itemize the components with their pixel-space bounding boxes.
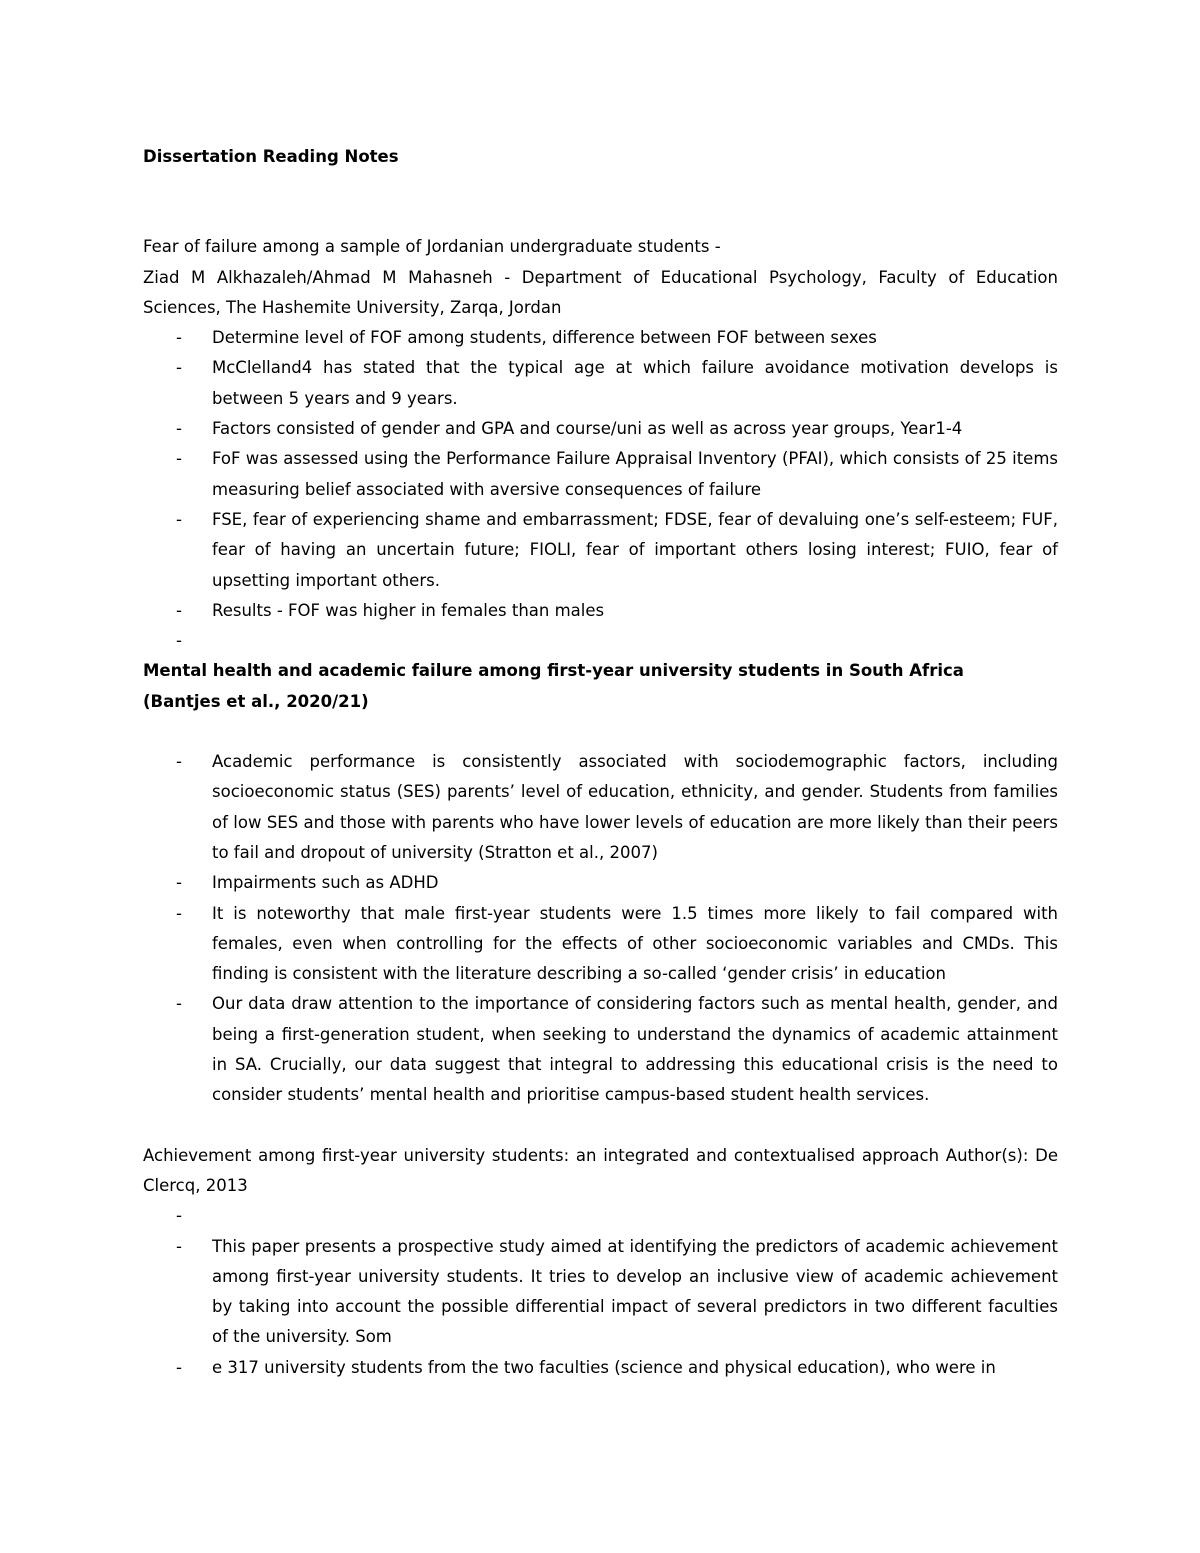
dash-marker: - (176, 328, 182, 348)
list-item: - Our data draw attention to the importance of considering factors such as mental health, gender, and being a first-generation student, when seeking to understand the dynamics of academic attainment in SA. Crucially, our data suggest that integral to addressing this educational crisis is the need to consider students’ mental health and prioritise campus-based student health services. (143, 989, 1058, 1110)
dash-marker: - (176, 631, 182, 651)
dash-marker: - (176, 358, 182, 378)
list-item: - Academic performance is consistently associated with sociodemographic factors, including socioeconomic status (SES) parents’ level of education, ethnicity, and gender. Students from families of low SES and those with parents who have lower levels of education are more likely than their peers to fail and dropout of university (Stratton et al., 2007) (143, 747, 1058, 868)
list-item: - FoF was assessed using the Performance Failure Appraisal Inventory (PFAI), which consists of 25 items measuring belief associated with aversive consequences of failure (143, 444, 1058, 505)
list-item: - FSE, fear of experiencing shame and embarrassment; FDSE, fear of devaluing one’s self-esteem; FUF, fear of having an uncertain future; FIOLI, fear of important others losing interest; FUIO, fear of upsetting important others. (143, 505, 1058, 596)
section1-authors: Ziad M Alkhazaleh/Ahmad M Mahasneh - Department of Educational Psychology, Faculty of Education Sciences, The Hashemite University, Zarqa, Jordan (143, 267, 1058, 317)
list-item: - This paper presents a prospective study aimed at identifying the predictors of academic achievement among first-year university students. It tries to develop an inclusive view of academic achievement by taking into account the possible differential impact of several predictors in two different faculties of the university. Som (143, 1232, 1058, 1353)
dash-marker: - (176, 1236, 182, 1256)
list-item: - e 317 university students from the two faculties (science and physical education), who were in (143, 1353, 1058, 1383)
document-title: Dissertation Reading Notes (143, 147, 399, 166)
section1-heading: Fear of failure among a sample of Jordanian undergraduate students - (143, 237, 721, 257)
dash-marker: - (176, 752, 182, 772)
dash-marker: - (176, 419, 182, 439)
dash-marker: - (176, 449, 182, 469)
section2-citation: (Bantjes et al., 2020/21) (143, 691, 369, 711)
dash-marker: - (176, 509, 182, 529)
dash-marker: - (176, 873, 182, 893)
list-item: - It is noteworthy that male first-year students were 1.5 times more likely to fail compared with females, even when controlling for the effects of other socioeconomic variables and CMDs. This finding is consistent with the literature describing a so-called ‘gender crisis’ in education (143, 899, 1058, 990)
list-item: - Factors consisted of gender and GPA and course/uni as well as across year groups, Year1-4 (143, 414, 1058, 444)
dash-marker: - (176, 903, 182, 923)
section2-bullet-list (143, 747, 1058, 1111)
section2-heading: Mental health and academic failure among first-year university students in South Africa (143, 661, 964, 681)
section1-bullet-list (143, 323, 1058, 656)
list-item (143, 626, 1058, 656)
dash-marker: - (176, 994, 182, 1014)
dash-marker: - (176, 1206, 182, 1226)
document-page (143, 142, 1058, 1383)
section3-bullet-list (143, 1201, 1058, 1383)
list-item: - Determine level of FOF among students, difference between FOF between sexes (143, 323, 1058, 353)
list-item (143, 1201, 1058, 1231)
list-item: - Impairments such as ADHD (143, 868, 1058, 898)
dash-marker: - (176, 1357, 182, 1377)
list-item: - McClelland4 has stated that the typical age at which failure avoidance motivation develops is between 5 years and 9 years. (143, 353, 1058, 414)
list-item: - Results - FOF was higher in females than males (143, 596, 1058, 626)
section3-heading: Achievement among first-year university students: an integrated and contextualised approach Author(s): De Clercq, 2013 (143, 1145, 1058, 1195)
dash-marker: - (176, 600, 182, 620)
